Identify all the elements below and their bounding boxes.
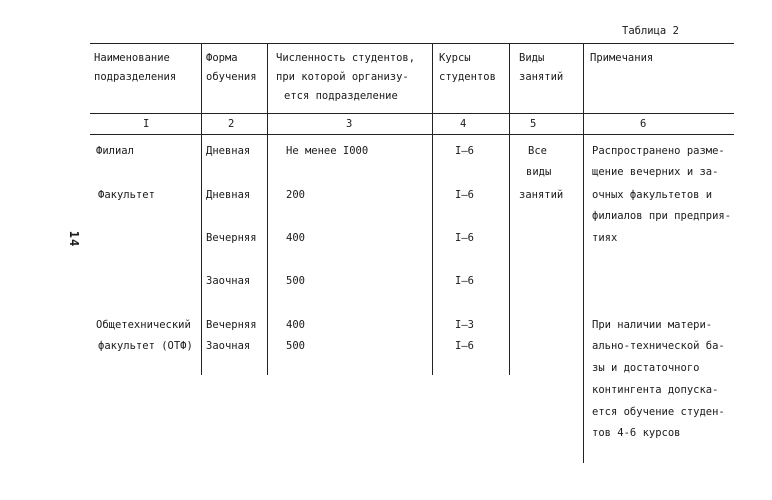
header-form-line-2: обучения: [206, 71, 257, 83]
table-row-6-count: 500: [286, 340, 305, 352]
column-divider-2: [267, 43, 268, 375]
column-number-2: 2: [228, 118, 235, 130]
column-divider-5: [583, 43, 584, 463]
table-row-5-count: 400: [286, 319, 305, 331]
header-notes: Примечания: [590, 52, 654, 64]
note-1-line-4: филиалов при предприя-: [592, 210, 732, 222]
table-row-5-form: Вечерняя: [206, 319, 257, 331]
column-divider-1: [201, 43, 202, 375]
note-1-line-1: Распространено разме-: [592, 145, 725, 157]
table-row-4-form: Заочная: [206, 275, 251, 287]
table-top-border: [90, 43, 734, 44]
header-bottom-border: [90, 113, 734, 114]
column-divider-3: [432, 43, 433, 375]
column-number-4: 4: [460, 118, 467, 130]
page-number: 14: [67, 230, 82, 248]
header-kinds-line-1: Виды: [519, 52, 545, 64]
header-count-line-2: при которой организу-: [276, 71, 409, 83]
column-divider-4: [509, 43, 510, 375]
note-1-line-3: очных факультетов и: [592, 189, 713, 201]
header-count-line-3: ется подразделение: [284, 90, 398, 102]
table-row-3-form: Вечерняя: [206, 232, 257, 244]
column-number-6: 6: [640, 118, 647, 130]
table-row-6-form: Заочная: [206, 340, 251, 352]
note-2-line-1: При наличии матери-: [592, 319, 713, 331]
table-row-4-count: 500: [286, 275, 305, 287]
kinds-of-classes-line-2: виды: [526, 166, 552, 178]
table-row-1-courses: I–6: [455, 145, 474, 157]
column-number-5: 5: [530, 118, 537, 130]
table-row-3-count: 400: [286, 232, 305, 244]
table-row-1-name: Филиал: [96, 145, 134, 157]
column-numbers-bottom-border: [90, 134, 734, 135]
header-kinds-line-2: занятий: [519, 71, 564, 83]
table-label: Таблица 2: [622, 25, 679, 37]
note-2-line-4: контингента допуска-: [592, 384, 719, 396]
table-row-6-courses: I–6: [455, 340, 474, 352]
header-name-line-1: Наименование: [94, 52, 170, 64]
table-row-2-name: Факультет: [98, 189, 155, 201]
note-1-line-5: тиях: [592, 232, 618, 244]
note-2-line-6: тов 4-6 курсов: [592, 427, 681, 439]
header-courses-line-2: студентов: [439, 71, 496, 83]
table-row-2-courses: I–6: [455, 189, 474, 201]
table-row-5-name: Общетехнический: [96, 319, 191, 331]
note-2-line-5: ется обучение студен-: [592, 406, 725, 418]
table-row-5-courses: I–3: [455, 319, 474, 331]
table-row-4-courses: I–6: [455, 275, 474, 287]
kinds-of-classes-line-1: Все: [528, 145, 547, 157]
note-2-line-2: ально-технической ба-: [592, 340, 725, 352]
table-row-1-form: Дневная: [206, 145, 251, 157]
table-row-3-courses: I–6: [455, 232, 474, 244]
table-row-2-form: Дневная: [206, 189, 251, 201]
table-row-6-name: факультет (ОТФ): [98, 340, 193, 352]
note-2-line-3: зы и достаточного: [592, 362, 700, 374]
table-row-1-count: Не менее I000: [286, 145, 369, 157]
kinds-of-classes-line-3: занятий: [519, 189, 564, 201]
column-number-3: 3: [346, 118, 353, 130]
header-form-line-1: Форма: [206, 52, 238, 64]
header-courses-line-1: Курсы: [439, 52, 471, 64]
note-1-line-2: щение вечерних и за-: [592, 166, 719, 178]
header-count-line-1: Численность студентов,: [276, 52, 416, 64]
table-row-2-count: 200: [286, 189, 305, 201]
column-number-1: I: [143, 118, 150, 130]
header-name-line-2: подразделения: [94, 71, 177, 83]
